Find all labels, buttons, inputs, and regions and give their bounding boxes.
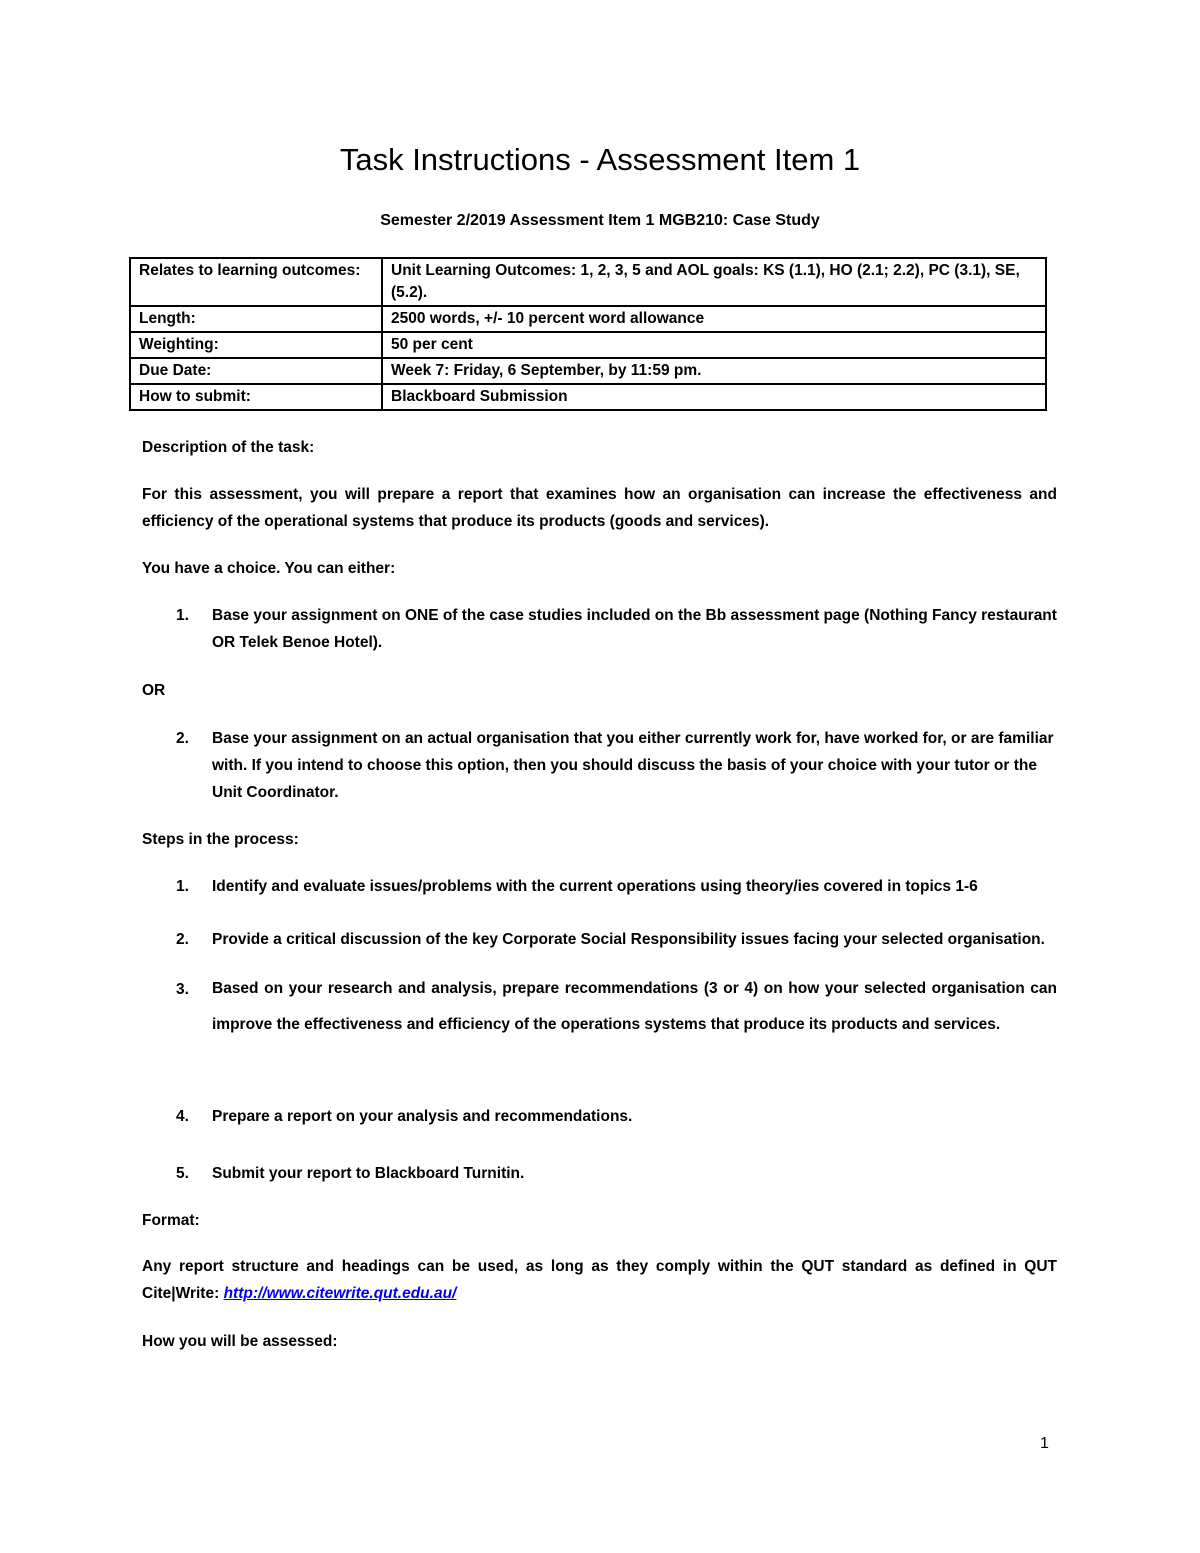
page-number: 1 — [1040, 1435, 1049, 1452]
list-item — [176, 873, 1057, 900]
list-text: Identify and evaluate issues/problems with the current operations using theory/ies covered in topics 1-6 — [212, 878, 978, 895]
list-number: 2. — [176, 931, 189, 948]
format-heading: Format: — [142, 1212, 200, 1229]
table-value: Week 7: Friday, 6 September, by 11:59 pm. — [382, 358, 1046, 384]
table-row — [130, 258, 1046, 306]
list-item — [176, 928, 1057, 952]
list-text: Provide a critical discussion of the key Corporate Social Responsibility issues facing your selected organisation. — [212, 931, 1045, 948]
list-number: 1. — [176, 607, 189, 624]
steps-heading: Steps in the process: — [142, 831, 299, 848]
or-text: OR — [142, 682, 166, 699]
list-item — [176, 1103, 1057, 1130]
choice-intro: You have a choice. You can either: — [142, 560, 396, 577]
page-title: Task Instructions - Assessment Item 1 — [339, 142, 861, 177]
table-row — [130, 332, 1046, 358]
table-row — [130, 358, 1046, 384]
table-row — [130, 306, 1046, 332]
list-text: Base your assignment on ONE of the case studies included on the Bb assessment page (Nothing Fancy restaurant OR Telek Benoe Hotel). — [212, 607, 1057, 651]
citewrite-link[interactable]: http://www.citewrite.qut.edu.au/ — [223, 1285, 457, 1302]
table-value: 50 per cent — [382, 332, 1046, 358]
list-text: Submit your report to Blackboard Turnitin. — [212, 1165, 525, 1182]
assessment-info-table — [129, 257, 1047, 411]
list-text: Prepare a report on your analysis and recommendations. — [212, 1108, 633, 1125]
format-text: Any report structure and headings can be used, as long as they comply within the QUT standard as defined in QUT Cite|Write: — [142, 1258, 1057, 1302]
description-heading: Description of the task: — [142, 439, 315, 456]
table-label: Relates to learning outcomes: — [130, 258, 382, 306]
table-label: Due Date: — [130, 358, 382, 384]
assessed-heading: How you will be assessed: — [142, 1333, 338, 1350]
table-label: Length: — [130, 306, 382, 332]
table-value: Blackboard Submission — [382, 384, 1046, 410]
list-text: Based on your research and analysis, prepare recommendations (3 or 4) on how your selected organisation can improve the effectiveness and efficiency of the operations systems that produce its products and services. — [212, 980, 1057, 1033]
list-item — [176, 971, 1057, 1043]
format-paragraph — [142, 1253, 1057, 1307]
list-item — [176, 725, 1057, 806]
list-number: 4. — [176, 1108, 189, 1125]
table-value: Unit Learning Outcomes: 1, 2, 3, 5 and AOL goals: KS (1.1), HO (2.1; 2.2), PC (3.1), SE, (5.2). — [382, 258, 1046, 306]
list-text: Base your assignment on an actual organisation that you either currently work for, have worked for, or are familiar with. If you intend to choose this option, then you should discuss the basis of your choice with your tutor or the Unit Coordinator. — [212, 730, 1054, 801]
list-number: 3. — [176, 981, 189, 998]
list-item — [176, 602, 1057, 656]
list-number: 5. — [176, 1165, 189, 1182]
table-row — [130, 384, 1046, 410]
list-number: 2. — [176, 730, 189, 747]
table-label: Weighting: — [130, 332, 382, 358]
table-value: 2500 words, +/- 10 percent word allowance — [382, 306, 1046, 332]
table-label: How to submit: — [130, 384, 382, 410]
description-text: For this assessment, you will prepare a report that examines how an organisation can increase the effectiveness and efficiency of the operational systems that produce its products (goods and services). — [142, 486, 1057, 530]
list-number: 1. — [176, 878, 189, 895]
page-subtitle: Semester 2/2019 Assessment Item 1 MGB210: Case Study — [380, 212, 820, 229]
list-item — [176, 1160, 1057, 1187]
